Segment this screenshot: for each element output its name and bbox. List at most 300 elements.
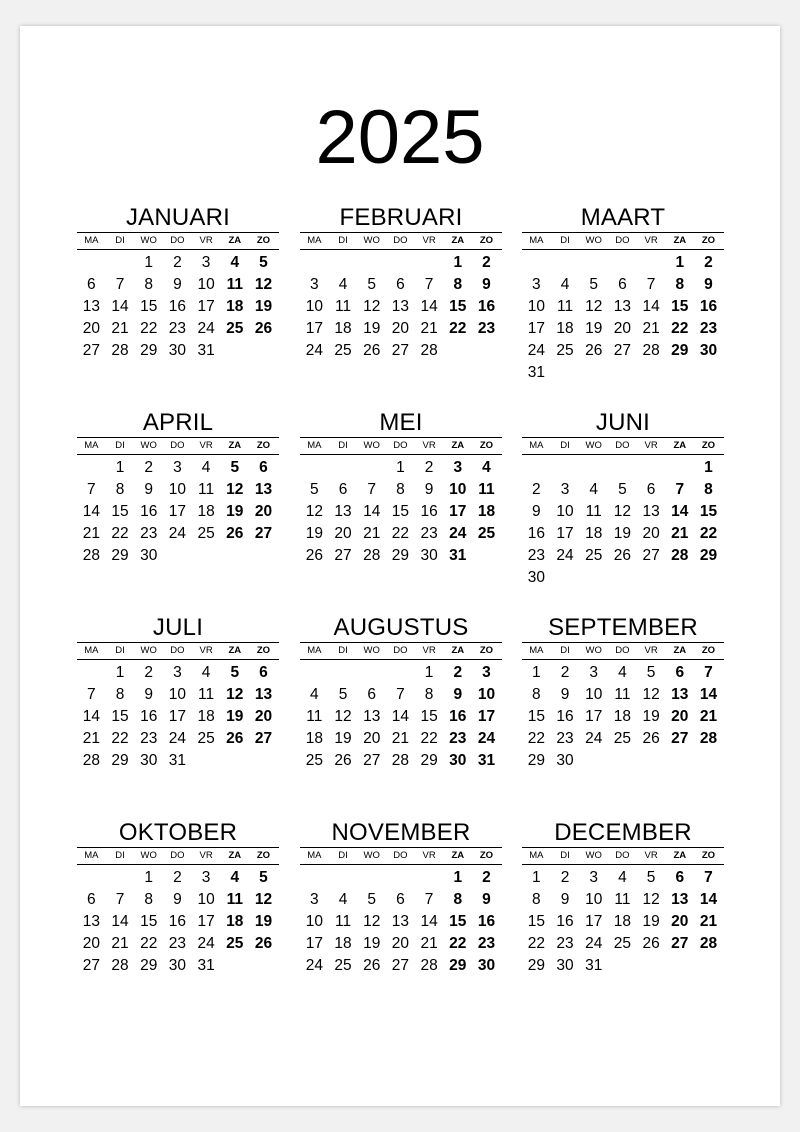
day-cell: 2 [482,869,491,886]
weekday-label: VR [422,440,436,451]
day-cell: 11 [585,503,602,520]
day-cell: 31 [477,752,496,769]
empty-cell [357,662,386,684]
weekday-label: ZO [701,850,716,861]
day-cell: 1 [675,254,685,271]
day-cell: 26 [334,752,352,769]
weekday-label: MA [307,645,322,656]
day-cell: 9 [424,481,434,498]
day-cell: 29 [449,957,467,974]
day-cell: 27 [391,957,410,974]
month-oktober [77,819,279,977]
day-cell: 17 [305,935,323,952]
day-cell: 19 [334,730,352,747]
day-cell: 30 [140,752,158,769]
day-cell: 29 [140,957,158,974]
day-cell: 27 [613,342,632,359]
weekday-label: DO [393,440,408,451]
day-cell: 26 [305,547,323,564]
empty-cell [415,252,444,274]
day-cell: 8 [424,686,434,703]
days-grid [522,867,724,977]
weekday-label: ZO [256,235,271,246]
day-cell: 10 [585,686,603,703]
day-cell: 1 [144,869,154,886]
day-cell: 5 [310,481,319,498]
day-cell: 30 [140,547,158,564]
day-cell: 27 [82,957,100,974]
day-cell: 13 [391,298,410,315]
day-cell: 2 [560,869,570,886]
day-cell: 18 [197,503,215,520]
weekday-label: ZO [256,645,271,656]
day-cell: 14 [363,503,381,520]
day-cell: 27 [671,730,689,747]
weekday-label: ZA [228,440,242,451]
weekday-label: ZO [256,850,271,861]
day-cell: 15 [111,708,129,725]
day-cell: 22 [671,320,689,337]
day-cell: 7 [87,481,96,498]
month-juni [522,409,724,589]
day-cell: 22 [111,730,129,747]
day-cell: 29 [527,752,545,769]
weekday-label: DI [115,850,125,861]
day-cell: 5 [589,276,599,293]
month-name: JANUARI [125,204,231,231]
day-cell: 15 [140,913,158,930]
month-name: SEPTEMBER [548,614,698,641]
day-cell: 28 [699,730,718,747]
day-cell: 20 [254,708,273,725]
day-cell: 9 [453,686,463,703]
day-cell: 13 [82,913,100,930]
day-cell: 8 [396,481,405,498]
day-cell: 22 [527,730,545,747]
day-cell: 2 [453,664,463,681]
day-cell: 21 [391,730,410,747]
day-cell: 4 [201,664,211,681]
day-cell: 20 [642,525,660,542]
day-cell: 27 [334,547,352,564]
day-cell: 14 [391,708,410,725]
day-cell: 26 [254,320,273,337]
day-cell: 19 [642,913,660,930]
weekday-label: WO [585,235,602,246]
day-cell: 3 [589,869,599,886]
day-cell: 8 [115,686,125,703]
day-cell: 3 [532,276,541,293]
day-cell: 1 [453,869,463,886]
weekday-label: WO [140,645,157,656]
day-cell: 28 [111,957,129,974]
weekday-label: DO [615,235,630,246]
empty-cell [329,867,358,889]
day-cell: 5 [367,891,377,908]
month-september [522,614,724,772]
day-cell: 9 [560,686,570,703]
day-cell: 8 [453,276,463,293]
day-cell: 4 [310,686,319,703]
weekday-label: WO [363,645,380,656]
day-cell: 1 [396,459,405,476]
day-cell: 17 [585,913,603,930]
days-grid [300,457,502,567]
day-cell: 23 [168,935,187,952]
day-cell: 14 [699,686,718,703]
weekday-label: MA [529,235,544,246]
day-cell: 25 [613,730,632,747]
day-cell: 19 [305,525,323,542]
day-cell: 11 [334,913,352,930]
day-cell: 30 [168,957,187,974]
empty-cell [522,457,551,479]
day-cell: 15 [111,503,129,520]
day-cell: 6 [646,481,656,498]
day-cell: 17 [477,708,496,725]
day-cell: 30 [556,752,574,769]
day-cell: 9 [532,503,541,520]
empty-cell [551,252,580,274]
weekday-label: DO [615,440,630,451]
day-cell: 4 [338,276,348,293]
day-cell: 27 [671,935,689,952]
day-cell: 18 [197,708,215,725]
days-grid [300,662,502,772]
day-cell: 26 [585,342,603,359]
day-cell: 3 [310,891,319,908]
day-cell: 11 [556,298,574,315]
weekday-label: WO [363,440,380,451]
weekday-label: VR [199,235,213,246]
day-cell: 5 [230,459,240,476]
day-cell: 12 [613,503,632,520]
day-cell: 7 [87,686,96,703]
day-cell: 5 [259,869,268,886]
weekday-label: ZO [479,850,494,861]
day-cell: 11 [306,708,323,725]
day-cell: 13 [254,686,273,703]
empty-cell [637,457,666,479]
empty-cell [357,457,386,479]
weekday-label: MA [84,440,99,451]
day-cell: 4 [338,891,348,908]
day-cell: 21 [699,913,718,930]
weekday-label: VR [422,850,436,861]
day-cell: 8 [704,481,713,498]
day-cell: 1 [144,254,154,271]
day-cell: 4 [618,664,627,681]
weekday-label: ZA [673,850,687,861]
day-cell: 1 [453,254,463,271]
day-cell: 16 [699,298,718,315]
day-cell: 12 [254,891,273,908]
day-cell: 5 [259,254,268,271]
day-cell: 5 [646,869,656,886]
month-name: FEBRUARI [339,204,463,231]
weekday-header [522,642,724,660]
day-cell: 21 [363,525,381,542]
day-cell: 7 [115,276,125,293]
day-cell: 17 [527,320,545,337]
day-cell: 2 [532,481,541,498]
day-cell: 4 [482,459,491,476]
day-cell: 8 [532,891,541,908]
day-cell: 21 [82,525,100,542]
day-cell: 16 [140,503,158,520]
weekday-label: DO [393,850,408,861]
day-cell: 13 [82,298,100,315]
month-juli [77,614,279,772]
day-cell: 22 [140,935,158,952]
day-cell: 21 [111,935,129,952]
day-cell: 3 [589,664,599,681]
day-cell: 4 [618,869,627,886]
day-cell: 12 [642,686,660,703]
day-cell: 29 [391,547,410,564]
day-cell: 21 [699,708,718,725]
day-cell: 2 [704,254,713,271]
weekday-label: DO [170,440,185,451]
weekday-label: DI [115,645,125,656]
day-cell: 13 [391,913,410,930]
day-cell: 27 [642,547,660,564]
day-cell: 7 [367,481,377,498]
day-cell: 19 [585,320,603,337]
day-cell: 10 [197,891,215,908]
weekday-label: WO [140,235,157,246]
day-cell: 24 [585,730,603,747]
day-cell: 19 [613,525,632,542]
day-cell: 18 [477,503,496,520]
month-januari [77,204,279,362]
day-cell: 29 [111,547,129,564]
weekday-label: ZA [451,440,465,451]
day-cell: 9 [173,891,182,908]
day-cell: 30 [527,569,545,586]
day-cell: 12 [334,708,352,725]
weekday-header [77,232,279,250]
weekday-label: DO [170,645,185,656]
empty-cell [77,662,106,684]
weekday-label: DO [393,235,408,246]
weekday-header [522,232,724,250]
weekday-label: MA [529,645,544,656]
day-cell: 27 [82,342,100,359]
day-cell: 20 [82,320,100,337]
day-cell: 8 [115,481,125,498]
day-cell: 14 [111,913,129,930]
day-cell: 16 [140,708,158,725]
month-name: MEI [379,409,423,436]
weekday-label: DI [115,440,125,451]
day-cell: 10 [585,891,603,908]
day-cell: 18 [613,913,632,930]
days-grid [77,662,279,772]
day-cell: 15 [449,913,467,930]
day-cell: 10 [527,298,545,315]
month-name: DECEMBER [554,819,692,846]
day-cell: 6 [367,686,377,703]
day-cell: 7 [704,664,713,681]
day-cell: 5 [646,664,656,681]
day-cell: 23 [449,730,467,747]
day-cell: 11 [226,891,243,908]
days-grid [300,252,502,362]
day-cell: 22 [391,525,410,542]
day-cell: 18 [334,935,352,952]
day-cell: 2 [144,459,154,476]
month-name: NOVEMBER [331,819,471,846]
day-cell: 30 [556,957,574,974]
weekday-label: VR [199,440,213,451]
days-grid [522,457,724,589]
day-cell: 21 [420,320,438,337]
weekday-label: DI [560,645,570,656]
empty-cell [522,252,551,274]
day-cell: 1 [115,664,125,681]
weekday-label: ZA [451,645,465,656]
year-title: 2025 [315,95,485,180]
day-cell: 14 [420,298,438,315]
day-cell: 30 [477,957,496,974]
weekday-label: VR [422,645,436,656]
day-cell: 6 [675,869,685,886]
day-cell: 18 [226,298,244,315]
month-december [522,819,724,977]
day-cell: 7 [424,276,434,293]
day-cell: 29 [699,547,718,564]
day-cell: 27 [363,752,381,769]
day-cell: 30 [420,547,438,564]
day-cell: 7 [424,891,434,908]
day-cell: 1 [704,459,713,476]
day-cell: 19 [363,320,381,337]
day-cell: 9 [482,891,491,908]
empty-cell [386,252,415,274]
day-cell: 28 [82,752,100,769]
weekday-header [300,437,502,455]
weekday-label: MA [84,235,99,246]
day-cell: 5 [230,664,240,681]
day-cell: 23 [140,730,158,747]
weekday-label: VR [644,645,658,656]
weekday-header [300,232,502,250]
weekday-header [300,642,502,660]
month-mei [300,409,502,567]
day-cell: 22 [527,935,545,952]
empty-cell [329,662,358,684]
weekday-label: WO [585,850,602,861]
day-cell: 16 [477,913,496,930]
day-cell: 24 [585,935,603,952]
day-cell: 19 [254,913,273,930]
month-name: JUNI [595,409,651,436]
weekday-label: DI [338,645,348,656]
day-cell: 19 [642,708,660,725]
day-cell: 2 [144,664,154,681]
day-cell: 26 [642,935,660,952]
weekday-label: VR [199,850,213,861]
day-cell: 26 [363,957,381,974]
weekday-label: MA [529,440,544,451]
day-cell: 24 [556,547,574,564]
day-cell: 30 [699,342,718,359]
weekday-label: ZA [451,235,465,246]
day-cell: 22 [449,935,467,952]
day-cell: 7 [115,891,125,908]
days-grid [300,867,502,977]
day-cell: 18 [585,525,603,542]
empty-cell [300,457,329,479]
month-name: APRIL [142,409,214,436]
day-cell: 10 [305,298,323,315]
empty-cell [77,867,106,889]
day-cell: 25 [305,752,323,769]
day-cell: 12 [226,686,244,703]
weekday-label: MA [529,850,544,861]
weekday-label: DO [615,850,630,861]
weekday-header [300,847,502,865]
day-cell: 24 [305,342,323,359]
day-cell: 26 [642,730,660,747]
day-cell: 23 [556,730,574,747]
weekday-header [77,847,279,865]
day-cell: 17 [197,298,215,315]
weekday-label: ZO [701,440,716,451]
weekday-label: ZA [673,645,687,656]
day-cell: 13 [363,708,381,725]
day-cell: 16 [556,708,574,725]
empty-cell [551,457,580,479]
weekday-label: DI [338,440,348,451]
weekday-header [77,642,279,660]
weekday-label: ZO [701,235,716,246]
day-cell: 20 [254,503,273,520]
empty-cell [329,252,358,274]
weekday-label: DI [560,850,570,861]
day-cell: 15 [420,708,438,725]
day-cell: 26 [226,730,244,747]
weekday-label: MA [84,850,99,861]
days-grid [77,867,279,977]
weekday-label: WO [585,440,602,451]
month-november [300,819,502,977]
day-cell: 22 [111,525,129,542]
day-cell: 4 [589,481,599,498]
day-cell: 16 [449,708,467,725]
empty-cell [300,662,329,684]
day-cell: 6 [675,664,685,681]
weekday-label: ZO [479,645,494,656]
day-cell: 3 [560,481,570,498]
day-cell: 9 [704,276,713,293]
day-cell: 7 [646,276,656,293]
weekday-label: MA [307,235,322,246]
weekday-label: WO [140,850,157,861]
day-cell: 8 [453,891,463,908]
empty-cell [386,867,415,889]
day-cell: 31 [527,364,545,381]
weekday-header [522,847,724,865]
day-cell: 28 [82,547,100,564]
day-cell: 26 [363,342,381,359]
day-cell: 28 [420,342,438,359]
empty-cell [77,252,106,274]
weekday-label: VR [644,440,658,451]
day-cell: 25 [585,547,603,564]
empty-cell [329,457,358,479]
